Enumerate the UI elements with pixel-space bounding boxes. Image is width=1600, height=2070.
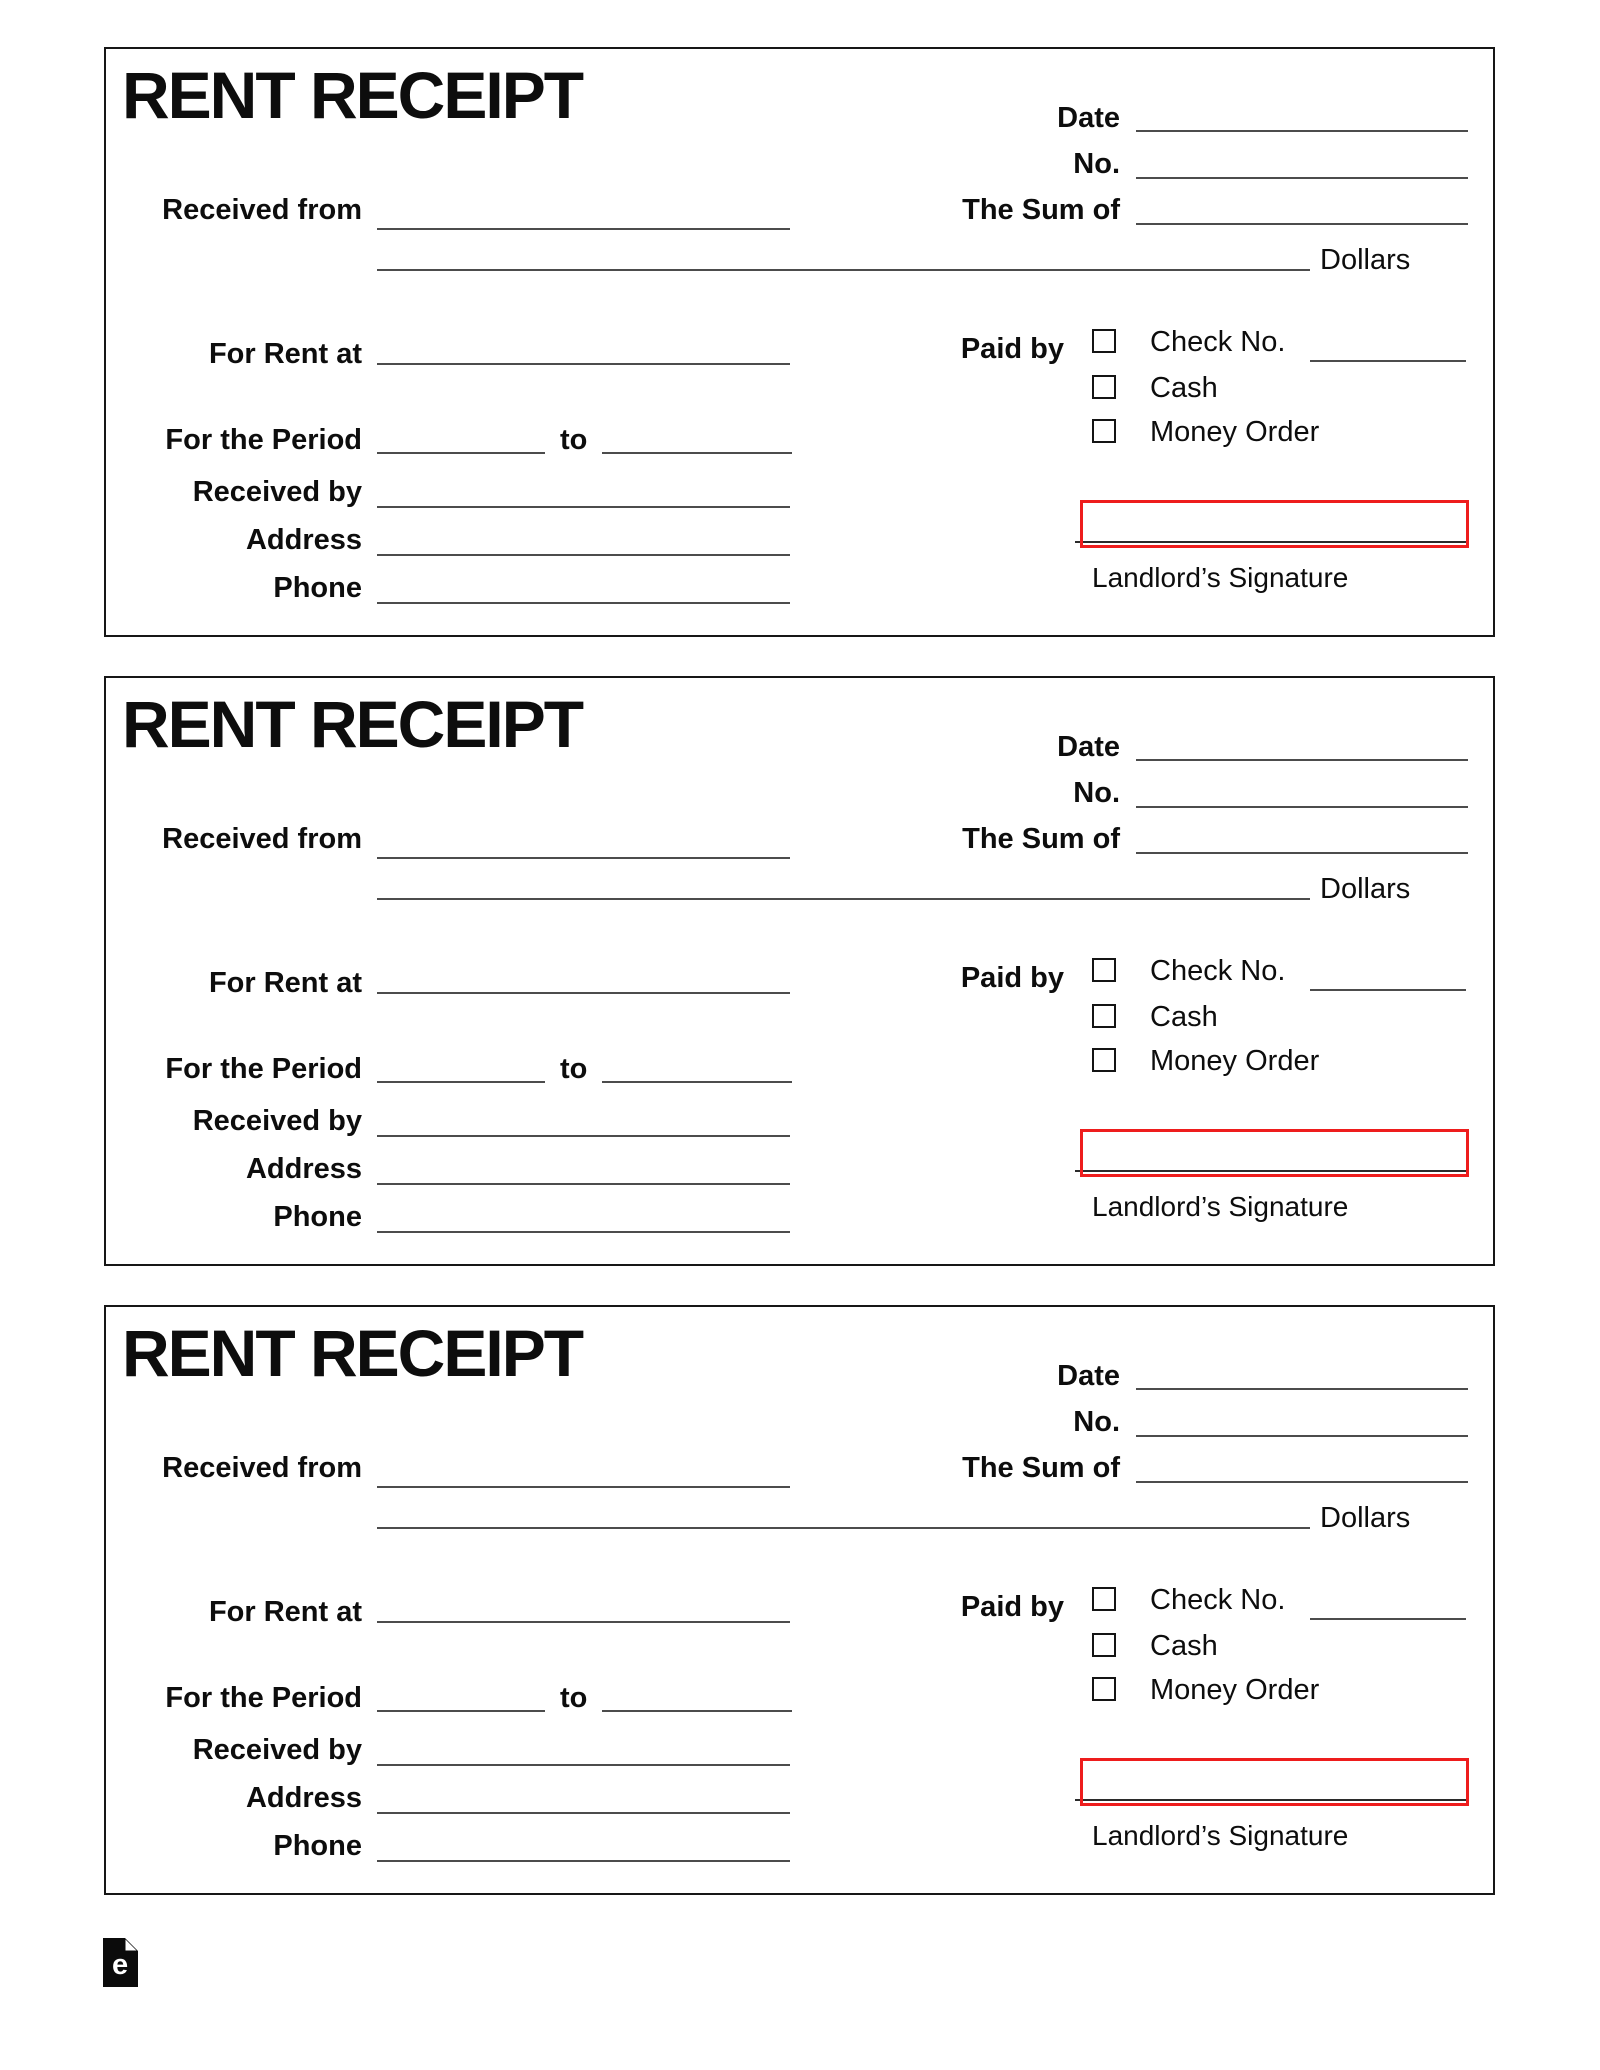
no-field-line[interactable] bbox=[1136, 1435, 1468, 1437]
landlords-signature-label: Landlord’s Signature bbox=[1092, 1191, 1349, 1222]
dollars-label: Dollars bbox=[1320, 244, 1411, 276]
check-no-checkbox[interactable] bbox=[1092, 1587, 1116, 1611]
for-rent-at-field-line[interactable] bbox=[377, 992, 790, 994]
sum-field-line[interactable] bbox=[1136, 1481, 1468, 1483]
check-no-field-line[interactable] bbox=[1310, 1618, 1466, 1620]
date-label: Date bbox=[1057, 731, 1120, 763]
date-field-line[interactable] bbox=[1136, 1388, 1468, 1390]
period-from-field-line[interactable] bbox=[377, 1081, 545, 1083]
received-from-field-line[interactable] bbox=[377, 857, 790, 859]
address-field-line[interactable] bbox=[377, 554, 790, 556]
phone-label: Phone bbox=[273, 1201, 362, 1233]
cash-option-label: Cash bbox=[1150, 1001, 1218, 1033]
for-the-period-label: For the Period bbox=[165, 424, 362, 456]
received-from-field-line[interactable] bbox=[377, 228, 790, 230]
check-no-checkbox[interactable] bbox=[1092, 958, 1116, 982]
rent-receipt-block bbox=[104, 47, 1495, 637]
rent-receipt-block bbox=[104, 676, 1495, 1266]
landlord-signature-box[interactable] bbox=[1080, 500, 1469, 548]
period-from-field-line[interactable] bbox=[377, 452, 545, 454]
period-from-field-line[interactable] bbox=[377, 1710, 545, 1712]
logo-letter: e bbox=[112, 1949, 129, 1981]
for-rent-at-field-line[interactable] bbox=[377, 1621, 790, 1623]
period-to-field-line[interactable] bbox=[602, 1081, 792, 1083]
paid-by-label: Paid by bbox=[960, 1591, 1064, 1623]
dollars-label: Dollars bbox=[1320, 1502, 1411, 1534]
check-no-option-label: Check No. bbox=[1150, 1584, 1286, 1616]
received-from-label: Received from bbox=[162, 823, 362, 855]
date-label: Date bbox=[1057, 1360, 1120, 1392]
check-no-field-line[interactable] bbox=[1310, 360, 1466, 362]
phone-label: Phone bbox=[273, 572, 362, 604]
receipt-title: RENT RECEIPT bbox=[122, 58, 583, 132]
received-by-label: Received by bbox=[192, 476, 362, 508]
address-field-line[interactable] bbox=[377, 1183, 790, 1185]
cash-checkbox[interactable] bbox=[1092, 1004, 1116, 1028]
for-the-period-label: For the Period bbox=[165, 1053, 362, 1085]
landlord-signature-box[interactable] bbox=[1080, 1129, 1469, 1177]
received-from-field-line[interactable] bbox=[377, 1486, 790, 1488]
to-label: to bbox=[560, 1682, 588, 1714]
date-label: Date bbox=[1057, 102, 1120, 134]
receipt-title: RENT RECEIPT bbox=[122, 687, 583, 761]
amount-words-field-line[interactable] bbox=[377, 898, 1310, 900]
no-label: No. bbox=[1073, 148, 1120, 180]
for-rent-at-label: For Rent at bbox=[208, 967, 362, 999]
sum-field-line[interactable] bbox=[1136, 223, 1468, 225]
address-label: Address bbox=[245, 1153, 362, 1185]
cash-checkbox[interactable] bbox=[1092, 1633, 1116, 1657]
to-label: to bbox=[560, 424, 588, 456]
paid-by-label: Paid by bbox=[960, 962, 1064, 994]
date-field-line[interactable] bbox=[1136, 130, 1468, 132]
landlords-signature-label: Landlord’s Signature bbox=[1092, 562, 1349, 593]
dollars-label: Dollars bbox=[1320, 873, 1411, 905]
phone-label: Phone bbox=[273, 1830, 362, 1862]
money-order-option-label: Money Order bbox=[1150, 416, 1320, 448]
sum-label: The Sum of bbox=[962, 194, 1120, 226]
paid-by-label: Paid by bbox=[960, 333, 1064, 365]
check-no-option-label: Check No. bbox=[1150, 955, 1286, 987]
received-by-field-line[interactable] bbox=[377, 1135, 790, 1137]
sum-field-line[interactable] bbox=[1136, 852, 1468, 854]
cash-checkbox[interactable] bbox=[1092, 375, 1116, 399]
sum-label: The Sum of bbox=[962, 823, 1120, 855]
money-order-option-label: Money Order bbox=[1150, 1045, 1320, 1077]
for-rent-at-label: For Rent at bbox=[208, 338, 362, 370]
no-label: No. bbox=[1073, 777, 1120, 809]
no-field-line[interactable] bbox=[1136, 806, 1468, 808]
for-rent-at-label: For Rent at bbox=[208, 1596, 362, 1628]
money-order-checkbox[interactable] bbox=[1092, 419, 1116, 443]
for-the-period-label: For the Period bbox=[165, 1682, 362, 1714]
eforms-logo bbox=[103, 1938, 138, 1987]
phone-field-line[interactable] bbox=[377, 1860, 790, 1862]
money-order-option-label: Money Order bbox=[1150, 1674, 1320, 1706]
received-by-label: Received by bbox=[192, 1734, 362, 1766]
landlord-signature-box[interactable] bbox=[1080, 1758, 1469, 1806]
phone-field-line[interactable] bbox=[377, 1231, 790, 1233]
cash-option-label: Cash bbox=[1150, 372, 1218, 404]
check-no-option-label: Check No. bbox=[1150, 326, 1286, 358]
address-field-line[interactable] bbox=[377, 1812, 790, 1814]
for-rent-at-field-line[interactable] bbox=[377, 363, 790, 365]
date-field-line[interactable] bbox=[1136, 759, 1468, 761]
amount-words-field-line[interactable] bbox=[377, 269, 1310, 271]
rent-receipt-block bbox=[104, 1305, 1495, 1895]
received-from-label: Received from bbox=[162, 1452, 362, 1484]
received-by-field-line[interactable] bbox=[377, 1764, 790, 1766]
address-label: Address bbox=[245, 1782, 362, 1814]
no-field-line[interactable] bbox=[1136, 177, 1468, 179]
check-no-checkbox[interactable] bbox=[1092, 329, 1116, 353]
received-from-label: Received from bbox=[162, 194, 362, 226]
period-to-field-line[interactable] bbox=[602, 1710, 792, 1712]
money-order-checkbox[interactable] bbox=[1092, 1048, 1116, 1072]
money-order-checkbox[interactable] bbox=[1092, 1677, 1116, 1701]
amount-words-field-line[interactable] bbox=[377, 1527, 1310, 1529]
receipt-title: RENT RECEIPT bbox=[122, 1316, 583, 1390]
cash-option-label: Cash bbox=[1150, 1630, 1218, 1662]
received-by-label: Received by bbox=[192, 1105, 362, 1137]
document-icon bbox=[103, 1938, 138, 1987]
period-to-field-line[interactable] bbox=[602, 452, 792, 454]
check-no-field-line[interactable] bbox=[1310, 989, 1466, 991]
sum-label: The Sum of bbox=[962, 1452, 1120, 1484]
phone-field-line[interactable] bbox=[377, 602, 790, 604]
to-label: to bbox=[560, 1053, 588, 1085]
landlords-signature-label: Landlord’s Signature bbox=[1092, 1820, 1349, 1851]
address-label: Address bbox=[245, 524, 362, 556]
no-label: No. bbox=[1073, 1406, 1120, 1438]
received-by-field-line[interactable] bbox=[377, 506, 790, 508]
